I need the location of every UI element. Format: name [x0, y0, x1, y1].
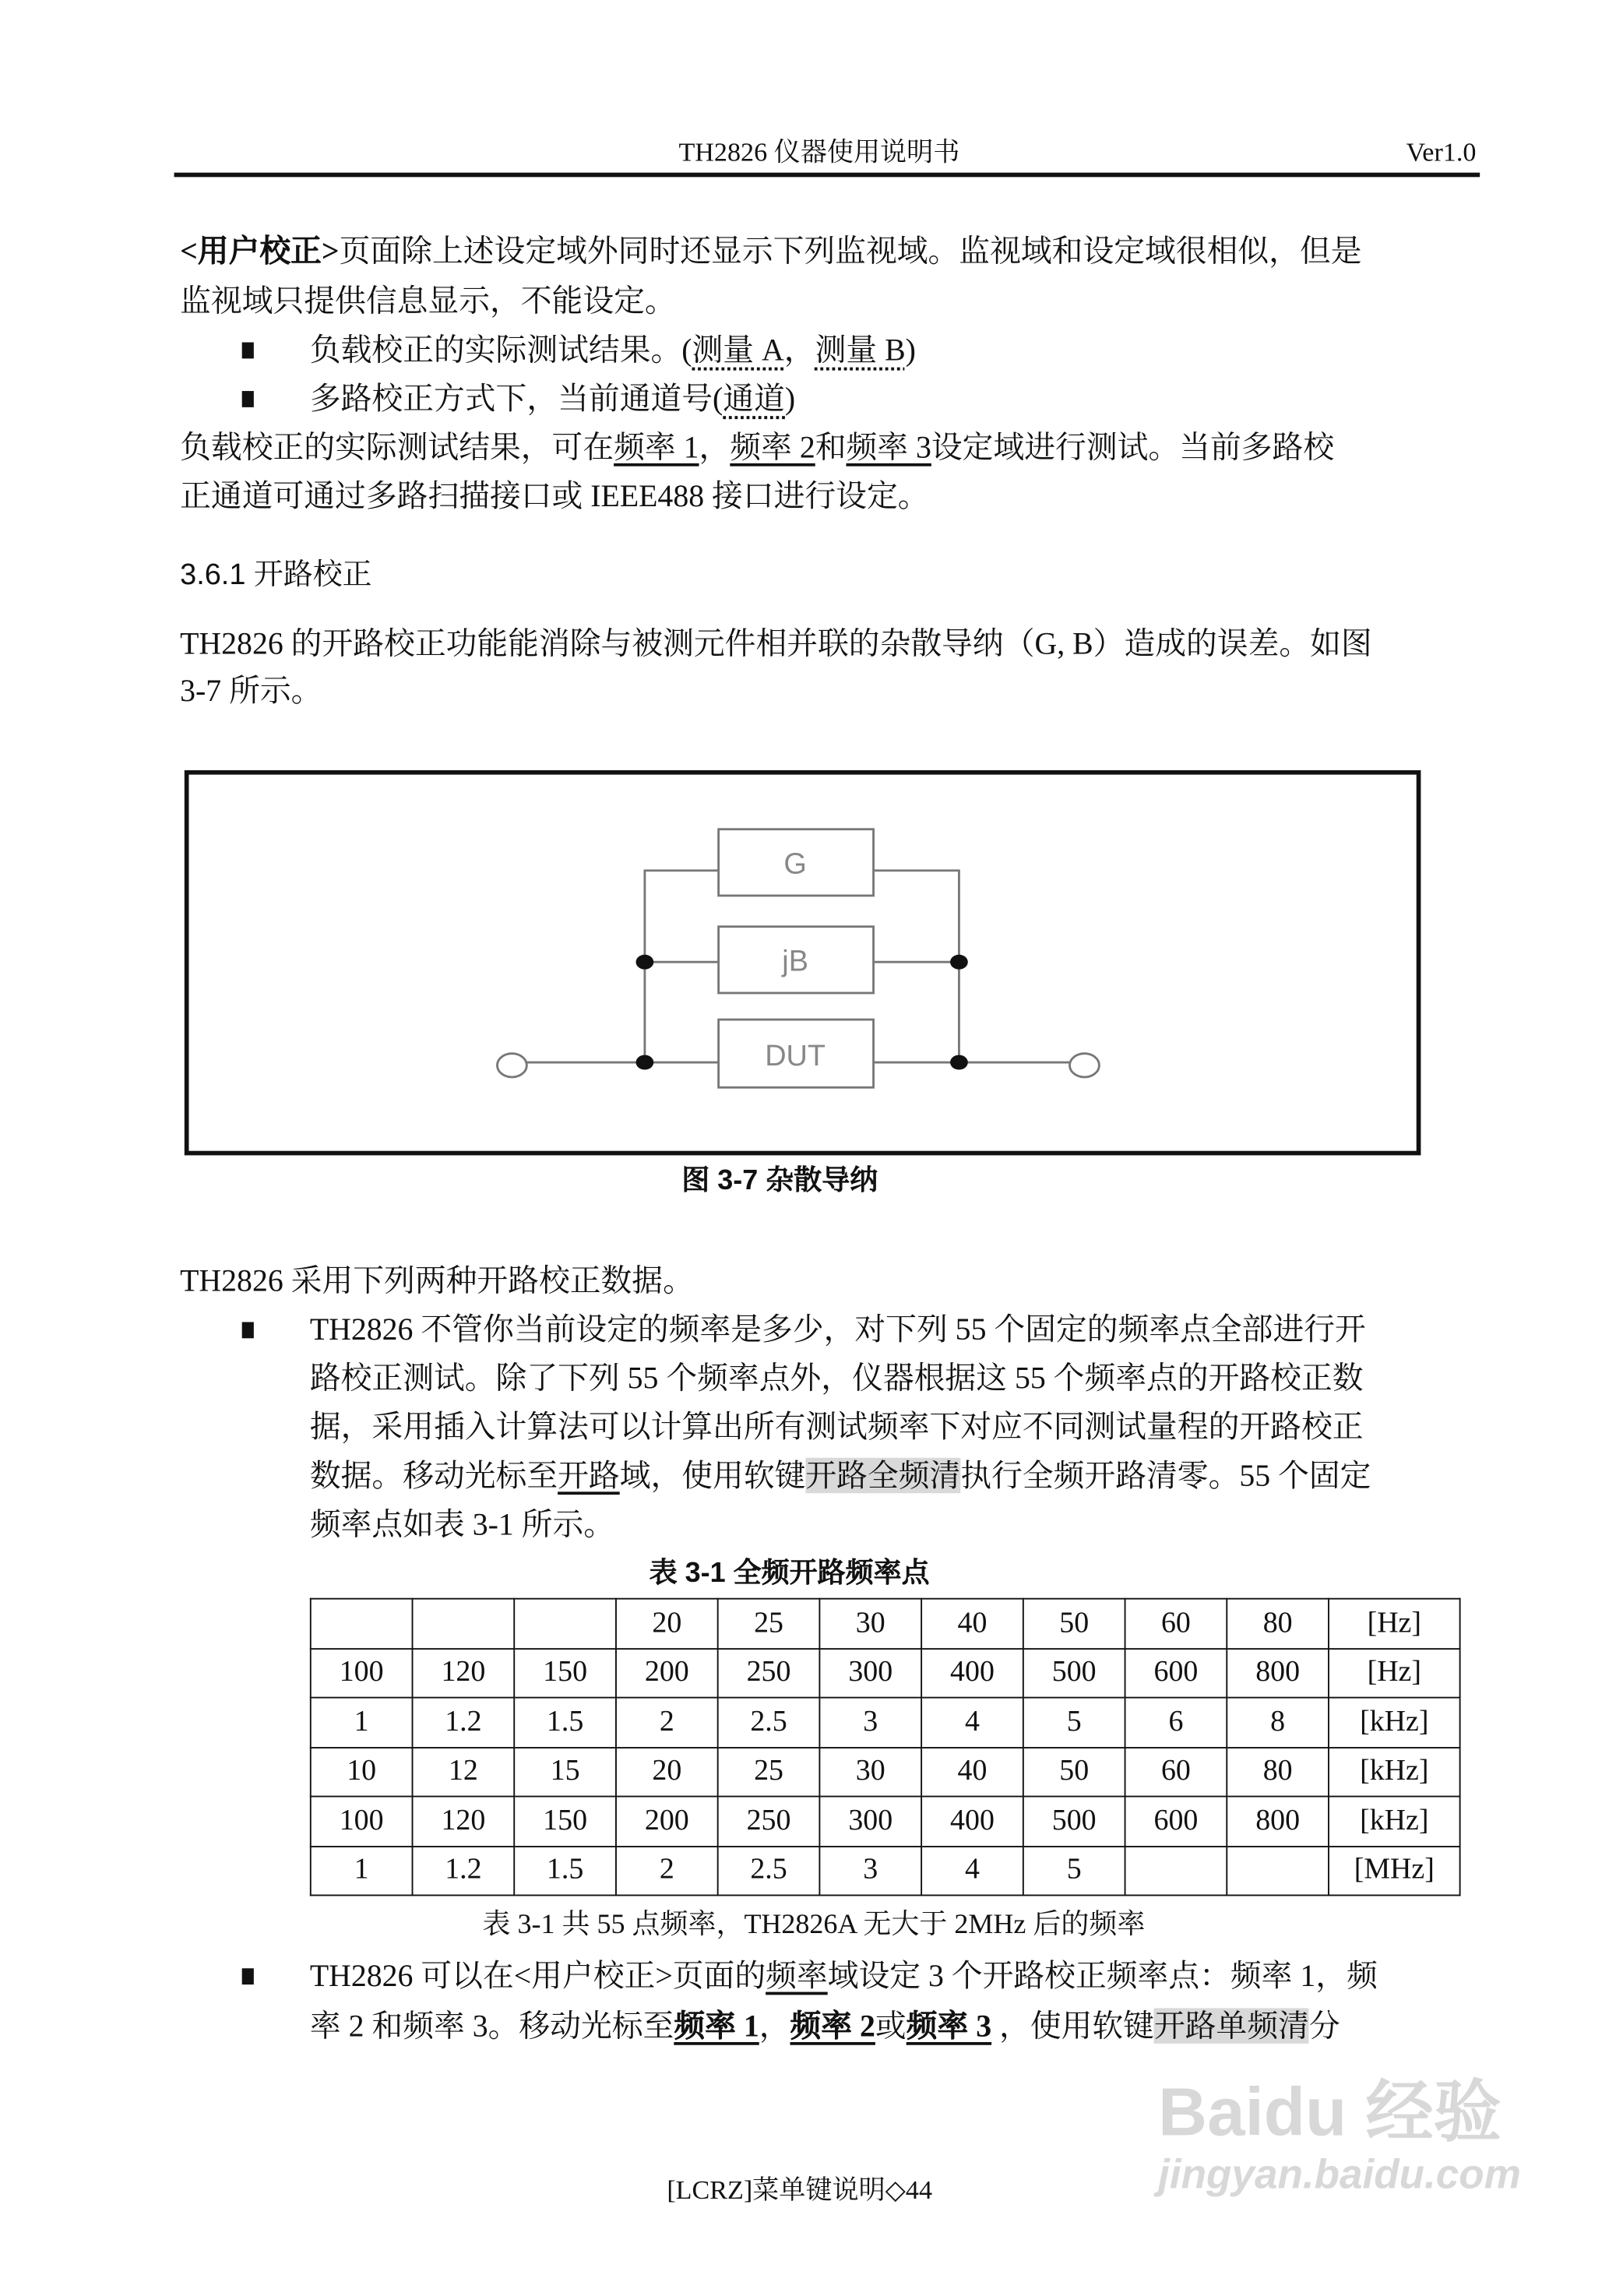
text: ，	[759, 2008, 790, 2044]
table-cell: 120	[413, 1797, 515, 1846]
paragraph-line: TH2826 采用下列两种开路校正数据。	[180, 1262, 694, 1299]
table-row	[311, 1747, 1460, 1796]
text: )	[905, 332, 916, 368]
table-cell: 600	[1125, 1648, 1227, 1697]
paragraph-line: 3-7 所示。	[180, 672, 322, 709]
text: )	[784, 380, 796, 417]
table-cell: 60	[1125, 1747, 1227, 1796]
bullet-line	[310, 1456, 1371, 1495]
field-freq1: 频率 1	[674, 2008, 759, 2044]
table-cell	[1227, 1846, 1329, 1895]
table-cell: 400	[921, 1797, 1023, 1846]
table-cell: 15	[514, 1747, 616, 1796]
table-cell: 4	[921, 1846, 1023, 1895]
table-cell: 3	[819, 1698, 921, 1747]
table-cell: 4	[921, 1698, 1023, 1747]
table-row	[311, 1698, 1460, 1747]
node-dot	[950, 955, 968, 970]
text: ，使用软键	[991, 2008, 1154, 2044]
unit-cell: [Hz]	[1329, 1648, 1460, 1697]
watermark-logo: Baidu 经验	[1158, 2072, 1502, 2150]
table-cell: 100	[311, 1797, 413, 1846]
table-cell: 12	[413, 1747, 515, 1796]
unit-cell: [kHz]	[1329, 1797, 1460, 1846]
node-dot	[636, 1055, 654, 1070]
table-cell	[311, 1599, 413, 1648]
text: 域，使用软键	[619, 1457, 806, 1494]
node-dot	[636, 955, 654, 970]
table-cell: 500	[1023, 1648, 1125, 1697]
table-cell: 2	[616, 1698, 718, 1747]
softkey-open-single-freq: 开路单频清	[1153, 2008, 1309, 2044]
header-version: Ver1.0	[1406, 137, 1477, 167]
unit-cell: [kHz]	[1329, 1698, 1460, 1747]
table-row	[311, 1846, 1460, 1895]
softkey-open-all-freq: 开路全频清	[805, 1457, 961, 1494]
table-cell: 10	[311, 1747, 413, 1796]
table-cell: 800	[1227, 1648, 1329, 1697]
terminal-right-icon	[1070, 1054, 1100, 1077]
table-cell: 200	[616, 1797, 718, 1846]
unit-cell: [MHz]	[1329, 1846, 1460, 1895]
table-cell: 20	[616, 1599, 718, 1648]
bullet-icon	[242, 1968, 254, 1984]
table-cell: 8	[1227, 1698, 1329, 1747]
right-wire	[874, 871, 1070, 1062]
bullet-line: TH2826 不管你当前设定的频率是多少，对下列 55 个固定的频率点全部进行开	[309, 1312, 1366, 1347]
text: ，	[783, 332, 815, 368]
table-cell: 20	[616, 1747, 718, 1796]
text: 页面除上述设定域外同时还显示下列监视域。监视域和设定域很相似，但是	[339, 233, 1362, 269]
bullet-icon	[242, 1322, 254, 1338]
table-cell: 30	[819, 1747, 921, 1796]
field-freq3: 频率 3	[906, 2008, 992, 2044]
table-cell: 250	[718, 1797, 820, 1846]
unit-cell: [kHz]	[1329, 1747, 1460, 1796]
field-measure-a: 测量 A	[692, 332, 784, 368]
table-cell: 25	[718, 1599, 820, 1648]
field-channel: 通道	[723, 380, 785, 417]
table-cell: 1	[311, 1698, 413, 1747]
table-cell: 60	[1125, 1599, 1227, 1648]
text: ，	[699, 429, 731, 465]
table-cell: 80	[1227, 1599, 1329, 1648]
table-cell: 600	[1125, 1797, 1227, 1846]
frequency-table	[310, 1598, 1461, 1896]
text: TH2826 可以在<用户校正>页面的	[309, 1958, 766, 1994]
table-cell: 50	[1023, 1599, 1125, 1648]
label-jb: jB	[782, 945, 808, 978]
text: 负载校正的实际测试结果，可在	[180, 429, 614, 465]
table-cell	[514, 1599, 616, 1648]
unit-cell: [Hz]	[1329, 1599, 1460, 1648]
text: 率 2 和频率 3。移动光标至	[309, 2008, 674, 2044]
bullet-line: 据，采用插入计算法可以计算出所有测试频率下对应不同测试量程的开路校正	[309, 1409, 1364, 1445]
figure-caption: 图 3-7 杂散导纳	[681, 1165, 878, 1197]
text: 数据。移动光标至	[309, 1457, 558, 1494]
bullet-line: 频率点如表 3-1 所示。	[309, 1506, 615, 1542]
table-cell: 1.5	[514, 1698, 616, 1747]
text: 多路校正方式下，当前通道号(	[309, 380, 723, 417]
page-ref: <用户校正>	[180, 233, 340, 269]
table-cell: 150	[514, 1797, 616, 1846]
table-cell: 300	[819, 1797, 921, 1846]
text: 设定域进行测试。当前多路校	[931, 429, 1335, 465]
table-cell: 120	[413, 1648, 515, 1697]
table-cell: 6	[1125, 1698, 1227, 1747]
terminal-left-icon	[497, 1054, 526, 1077]
table-row	[311, 1648, 1460, 1697]
section-heading: 3.6.1 开路校正	[180, 559, 372, 592]
table-cell: 300	[819, 1648, 921, 1697]
watermark-url: jingyan.baidu.com	[1158, 2151, 1521, 2197]
bullet-line	[310, 2007, 1340, 2045]
paragraph-line: 监视域只提供信息显示，不能设定。	[180, 283, 676, 319]
table-cell: 150	[514, 1648, 616, 1697]
label-g: G	[783, 847, 807, 881]
table-cell: 40	[921, 1747, 1023, 1796]
table-cell: 5	[1023, 1698, 1125, 1747]
paragraph-line: 正通道可通过多路扫描接口或 IEEE488 接口进行设定。	[180, 477, 929, 514]
field-freq3: 频率 3	[846, 429, 931, 465]
table-cell: 50	[1023, 1747, 1125, 1796]
text: 和	[815, 429, 847, 465]
node-dot	[950, 1055, 968, 1070]
field-freq2: 频率 2	[730, 429, 815, 465]
table-cell: 250	[718, 1648, 820, 1697]
text: 分	[1308, 2008, 1340, 2044]
table-cell	[413, 1599, 515, 1648]
table-cell: 800	[1227, 1797, 1329, 1846]
table-row	[311, 1599, 1460, 1648]
table-cell	[1125, 1846, 1227, 1895]
table-cell: 200	[616, 1648, 718, 1697]
table-row	[311, 1797, 1460, 1846]
field-freq1: 频率 1	[614, 429, 699, 465]
table-cell: 100	[311, 1648, 413, 1697]
table-cell: 2.5	[718, 1698, 820, 1747]
header-title: TH2826 仪器使用说明书	[678, 137, 960, 167]
table-cell: 40	[921, 1599, 1023, 1648]
bullet-line: 路校正测试。除了下列 55 个频率点外，仪器根据这 55 个频率点的开路校正数	[309, 1360, 1364, 1396]
page-footer: [LCRZ]菜单键说明◇44	[667, 2175, 933, 2205]
table-note: 表 3-1 共 55 点频率，TH2826A 无大于 2MHz 后的频率	[482, 1909, 1146, 1941]
table-cell: 1	[311, 1846, 413, 1895]
table-cell: 30	[819, 1599, 921, 1648]
field-freq2: 频率 2	[790, 2008, 875, 2044]
left-wire	[526, 871, 718, 1062]
table-cell: 3	[819, 1846, 921, 1895]
paragraph-line: TH2826 的开路校正功能能消除与被测元件相并联的杂散导纳（G, B）造成的误差。如图	[180, 625, 1372, 661]
table-cell: 25	[718, 1747, 820, 1796]
table-caption: 表 3-1 全频开路频率点	[649, 1558, 930, 1590]
text: 域设定 3 个开路校正频率点：频率 1，频	[827, 1958, 1378, 1994]
field-open: 开路	[558, 1457, 620, 1494]
text: 执行全频开路清零。55 个固定	[960, 1457, 1371, 1494]
table-cell: 2	[616, 1846, 718, 1895]
field-measure-b: 测量 B	[815, 332, 906, 368]
field-freq: 频率	[766, 1958, 828, 1994]
table-cell: 1.2	[413, 1698, 515, 1747]
table-cell: 1.2	[413, 1846, 515, 1895]
label-dut: DUT	[765, 1039, 826, 1072]
text: 或	[875, 2008, 907, 2044]
table-cell: 80	[1227, 1747, 1329, 1796]
table-cell: 5	[1023, 1846, 1125, 1895]
table-cell: 500	[1023, 1797, 1125, 1846]
text: 负载校正的实际测试结果。(	[309, 332, 692, 368]
table-cell: 400	[921, 1648, 1023, 1697]
bullet-line	[310, 1956, 1378, 1995]
table-cell: 1.5	[514, 1846, 616, 1895]
table-cell: 2.5	[718, 1846, 820, 1895]
